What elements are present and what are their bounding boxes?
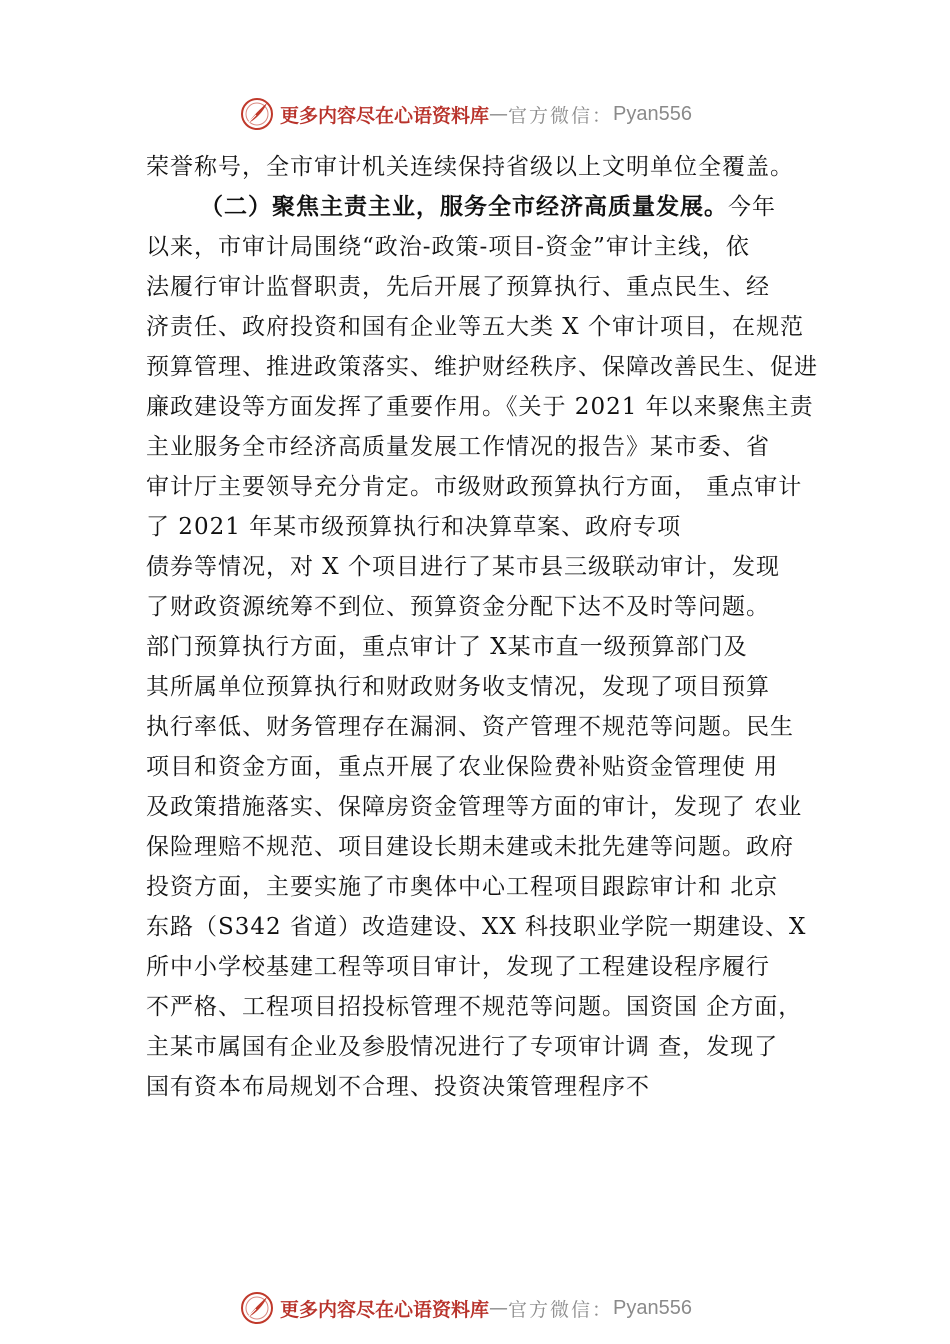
watermark-brand: 更多内容尽在心语资料库 <box>280 1298 490 1321</box>
body-line-4: 法履行审计监督职责，先后开展了预算执行、重点民生、经 <box>146 274 770 300</box>
watermark-wechat-label: 官方微信： <box>508 1298 614 1321</box>
quill-seal-logo-icon <box>240 1291 274 1325</box>
watermark-wechat-id: Pyan556 <box>613 102 692 125</box>
body-line-7: 廉政建设等方面发挥了重要作用。《关于 2021 年以来聚焦主责 <box>146 394 814 420</box>
body-line-24: 国有资本布局规划不合理、投资决策管理程序不 <box>146 1074 650 1100</box>
body-line-10: 了 2021 年某市级预算执行和决算草案、政府专项 <box>146 514 682 540</box>
body-line-12: 了财政资源统筹不到位、预算资金分配下达不及时等问题。 <box>146 594 770 620</box>
body-line-1: 荣誉称号，全市审计机关连续保持省级以上文明单位全覆盖。 <box>146 154 794 180</box>
body-line-14: 其所属单位预算执行和财政财务收支情况，发现了项目预算 <box>146 674 770 700</box>
body-line-19: 投资方面，主要实施了市奥体中心工程项目跟踪审计和 北京 <box>146 874 779 900</box>
body-line-21: 所中小学校基建工程等项目审计，发现了工程建设程序履行 <box>146 954 770 980</box>
body-line-6: 预算管理、推进政策落实、维护财经秩序、保障改善民生、促进 <box>146 354 818 380</box>
body-line-18: 保险理赔不规范、项目建设长期未建或未批先建等问题。政府 <box>146 834 794 860</box>
body-line-17: 及政策措施落实、保障房资金管理等方面的审计，发现了 农业 <box>146 794 803 820</box>
section-heading: （二）聚焦主责主业，服务全市经济高质量发展。 <box>200 193 728 220</box>
watermark-banner-top <box>240 96 692 132</box>
watermark-wechat-id: Pyan556 <box>613 1296 692 1319</box>
body-line-5: 济责任、政府投资和国有企业等五大类 X 个审计项目，在规范 <box>146 314 804 340</box>
watermark-brand: 更多内容尽在心语资料库 <box>280 104 490 127</box>
body-line-22: 不严格、工程项目招投标管理不规范等问题。国资国 企方面， <box>146 994 803 1020</box>
body-line-2-rest: 今年 <box>728 194 776 220</box>
body-line-15: 执行率低、财务管理存在漏洞、资产管理不规范等问题。民生 <box>146 714 794 740</box>
body-line-3: 以来，市审计局围绕“政治-政策-项目-资金”审计主线，依 <box>146 234 750 260</box>
body-line-16: 项目和资金方面，重点开展了农业保险费补贴资金管理使 用 <box>146 754 779 780</box>
body-line-13: 部门预算执行方面，重点审计了 X某市直一级预算部门及 <box>146 634 748 660</box>
watermark-wechat-label: 官方微信： <box>508 104 614 127</box>
body-line-11: 债券等情况，对 X 个项目进行了某市县三级联动审计，发现 <box>146 554 780 580</box>
body-line-8: 主业服务全市经济高质量发展工作情况的报告》某市委、省 <box>146 434 770 460</box>
watermark-banner-bottom <box>240 1290 692 1326</box>
body-line-2 <box>200 192 776 222</box>
body-line-23: 主某市属国有企业及参股情况进行了专项审计调 查，发现了 <box>146 1034 779 1060</box>
body-line-20: 东路（S342 省道）改造建设、XX 科技职业学院一期建设、X <box>146 914 807 940</box>
quill-seal-logo-icon <box>240 97 274 131</box>
watermark-dash: — <box>489 1297 509 1319</box>
body-line-9: 审计厅主要领导充分肯定。市级财政预算执行方面， 重点审计 <box>146 474 803 500</box>
watermark-dash: — <box>489 103 509 125</box>
